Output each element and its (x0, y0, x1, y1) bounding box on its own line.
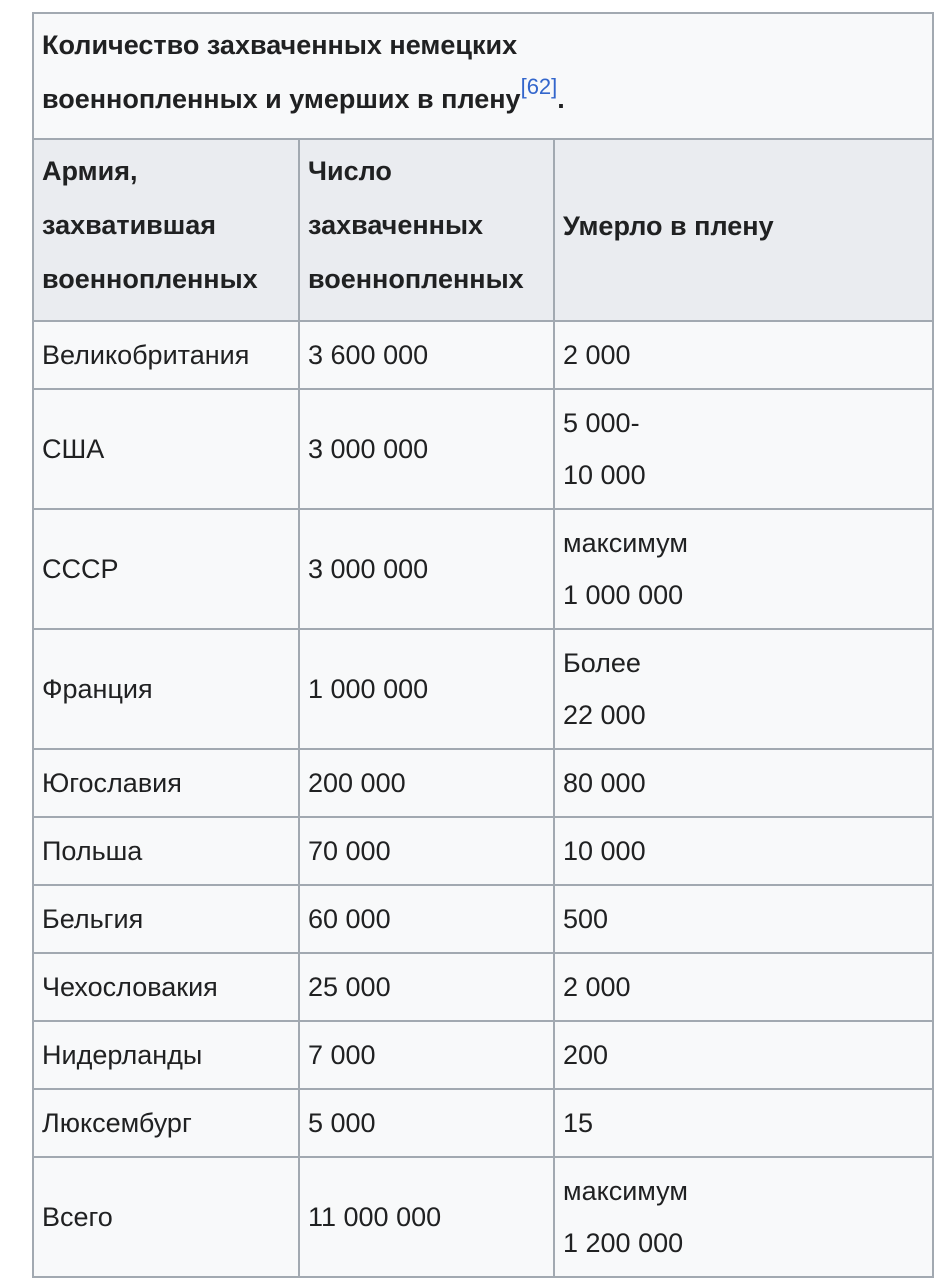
cell-captured: 3 600 000 (299, 321, 554, 389)
caption-line-2: военнопленных и умерших в плену (42, 84, 521, 114)
cell-died-line: 1 200 000 (563, 1228, 684, 1258)
cell-captured: 1 000 000 (299, 629, 554, 749)
cell-army: Великобритания (33, 321, 299, 389)
header-army-line: захватившая (42, 210, 217, 240)
pow-table (32, 12, 934, 1278)
cell-army: Люксембург (33, 1089, 299, 1157)
header-died-line: Умерло в (563, 211, 687, 241)
header-army-line: Армия, (42, 156, 138, 186)
cell-captured: 3 000 000 (299, 509, 554, 629)
cell-died (554, 1157, 933, 1277)
cell-died (554, 1089, 933, 1157)
table-row (33, 509, 933, 629)
cell-army: США (33, 389, 299, 509)
cell-died (554, 321, 933, 389)
header-captured-line: Число (308, 156, 392, 186)
cell-captured: 11 000 000 (299, 1157, 554, 1277)
cell-died-line: 22 000 (563, 700, 646, 730)
table-row (33, 1089, 933, 1157)
cell-died (554, 389, 933, 509)
cell-army: Франция (33, 629, 299, 749)
cell-army: Бельгия (33, 885, 299, 953)
cell-died-line: 2 000 (563, 972, 631, 1002)
cell-died (554, 629, 933, 749)
cell-died (554, 885, 933, 953)
cell-died (554, 953, 933, 1021)
caption-trail: . (557, 84, 565, 114)
cell-died-line: Более (563, 648, 641, 678)
cell-army: Польша (33, 817, 299, 885)
cell-died-line: 10 000 (563, 460, 646, 490)
table-row (33, 321, 933, 389)
cell-captured: 5 000 (299, 1089, 554, 1157)
cell-captured: 70 000 (299, 817, 554, 885)
cell-died-line: максимум (563, 528, 688, 558)
cell-died-line: 15 (563, 1108, 594, 1138)
table-row (33, 629, 933, 749)
cell-died-line: 5 000- (563, 408, 640, 438)
header-died-line: плену (694, 211, 774, 241)
cell-died (554, 1021, 933, 1089)
header-captured-line: военнопленных (308, 264, 524, 294)
cell-army: СССР (33, 509, 299, 629)
header-captured-line: захваченных (308, 210, 484, 240)
cell-army: Югославия (33, 749, 299, 817)
reference-link[interactable]: [62] (520, 74, 558, 99)
cell-died (554, 509, 933, 629)
header-army-line: военнопленных (42, 264, 258, 294)
header-row (33, 139, 933, 321)
table-row (33, 953, 933, 1021)
cell-army: Чехословакия (33, 953, 299, 1021)
cell-died-line: 10 000 (563, 836, 646, 866)
cell-died-line: 80 000 (563, 768, 646, 798)
table-row (33, 1157, 933, 1277)
header-army (33, 139, 299, 321)
table-body (33, 321, 933, 1277)
table-row (33, 1021, 933, 1089)
cell-captured: 7 000 (299, 1021, 554, 1089)
header-died (554, 139, 933, 321)
cell-army: Нидерланды (33, 1021, 299, 1089)
cell-captured: 3 000 000 (299, 389, 554, 509)
cell-army: Всего (33, 1157, 299, 1277)
cell-died-line: 2 000 (563, 340, 631, 370)
table-row (33, 885, 933, 953)
cell-captured: 25 000 (299, 953, 554, 1021)
table-row (33, 817, 933, 885)
reference-sup (521, 74, 558, 99)
cell-died-line: 500 (563, 904, 609, 934)
table-caption (33, 13, 933, 139)
caption-line-1: Количество захваченных немецких (42, 30, 518, 60)
cell-died-line: 200 (563, 1040, 609, 1070)
header-captured (299, 139, 554, 321)
cell-captured: 60 000 (299, 885, 554, 953)
cell-captured: 200 000 (299, 749, 554, 817)
cell-died (554, 817, 933, 885)
cell-died (554, 749, 933, 817)
table-row (33, 389, 933, 509)
cell-died-line: 1 000 000 (563, 580, 684, 610)
table-row (33, 749, 933, 817)
cell-died-line: максимум (563, 1176, 688, 1206)
